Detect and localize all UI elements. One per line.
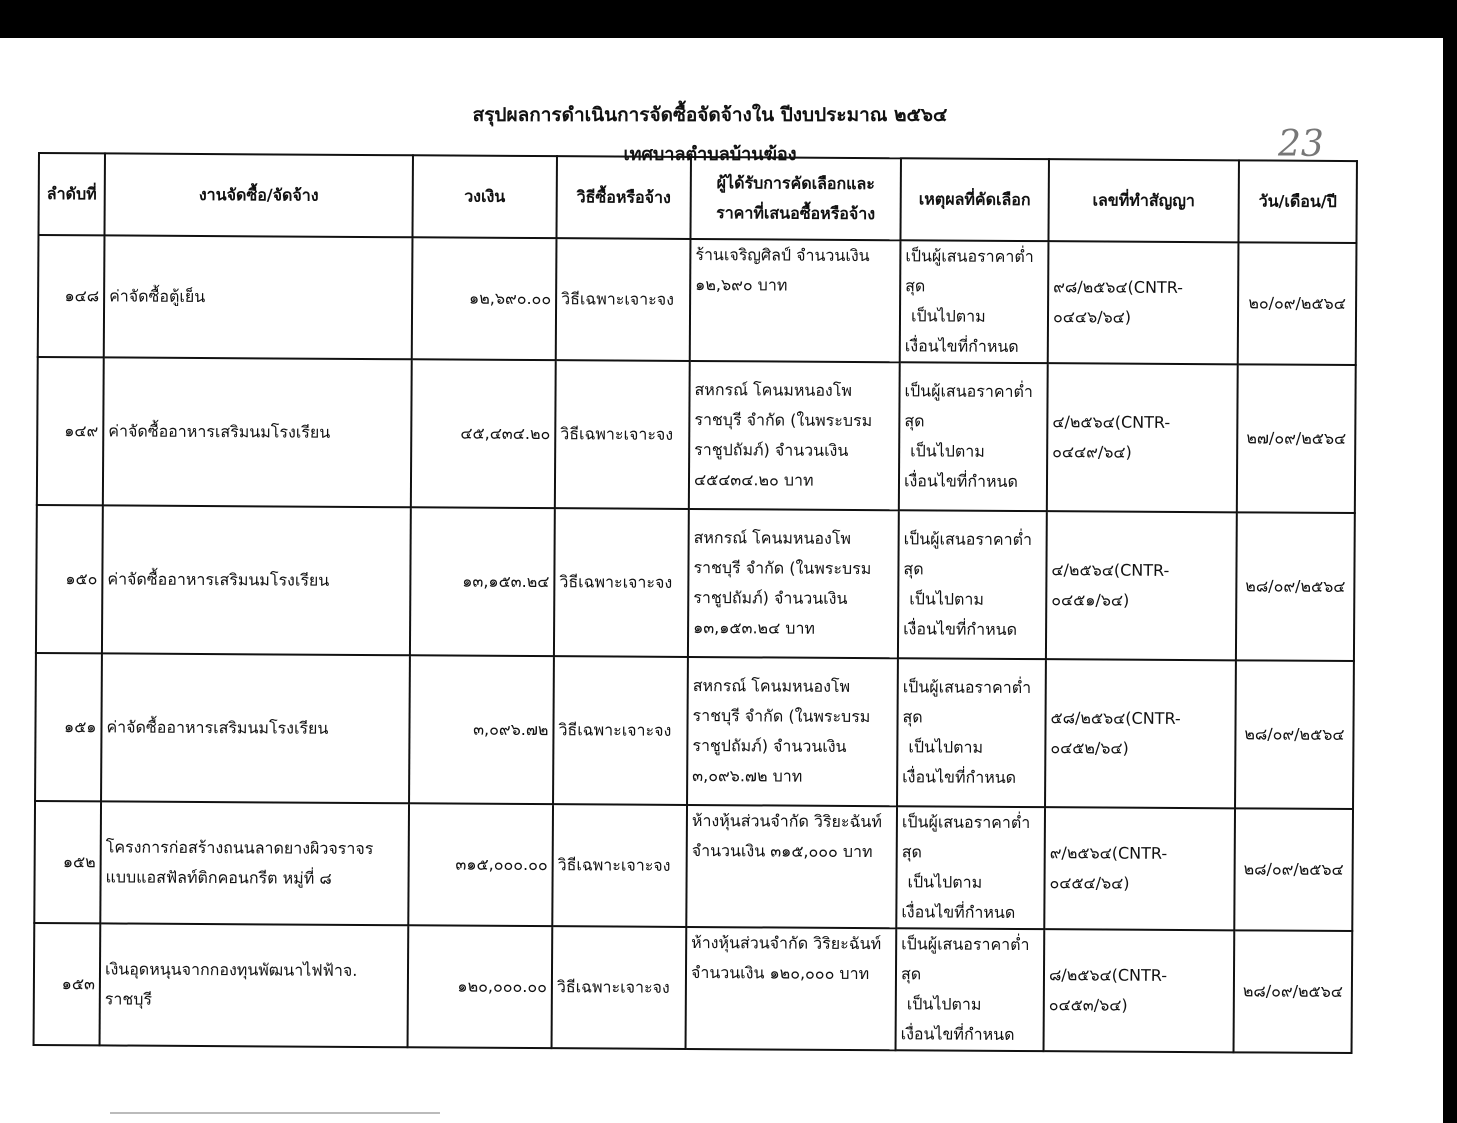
row-winner: สหกรณ์ โคนมหนองโพ ราชบุรี จำกัด (ในพระบรม ราชูปถัมภ์) จำนวนเงิน ๑๓,๑๕๓.๒๔ บาท [688,509,899,658]
row-method: วิธีเฉพาะเจาะจง [556,238,691,361]
reason-line: เป็นไปตาม [909,589,985,609]
reason-line: เงื่อนไขที่กำหนด [900,1024,1015,1044]
reason-line: เงื่อนไขที่กำหนด [903,471,1018,491]
row-contract: ๙/๒๕๖๔(CNTR- ๐๔๕๔/๖๔) [1044,807,1235,930]
table-row [34,923,1353,1053]
row-seq: ๑๕๓ [34,923,101,1045]
reason-line: เป็นผู้เสนอราคาต่ำสุด [900,934,1030,984]
reason-line: เป็นไปตาม [907,872,983,892]
row-winner: สหกรณ์ โคนมหนองโพ ราชบุรี จำกัด (ในพระบรม ราชูปถัมภ์) จำนวนเงิน ๓,๐๙๖.๗๒ บาท [687,657,898,806]
column-header-amount: วงเงิน [412,155,556,238]
row-amount: ๑๒๐,๐๐๐.๐๐ [408,925,553,1048]
procurement-table [33,152,1358,1054]
row-method: วิธีเฉพาะเจาะจง [552,926,687,1049]
reason-line: เงื่อนไขที่กำหนด [902,767,1017,787]
scan-top-border [0,0,1457,38]
row-winner: ห้างหุ้นส่วนจำกัด วิริยะฉันท์ จำนวนเงิน ๑๒๐,๐๐๐ บาท [686,927,897,1050]
row-winner: ร้านเจริญศิลป์ จำนวนเงิน ๑๒,๖๙๐ บาท [690,239,901,362]
column-header-seq: ลำดับที่ [38,153,104,235]
reason-line: เป็นผู้เสนอราคาต่ำสุด [901,812,1031,862]
reason-line: เป็นไปตาม [910,441,985,461]
row-method: วิธีเฉพาะเจาะจง [553,656,688,805]
table-row [35,653,1354,809]
scan-right-border [1443,0,1457,1123]
reason-line: เป็นไปตาม [910,306,986,326]
column-header-winner: ผู้ได้รับการคัดเลือกและ ราคาที่เสนอซื้อหรือจ้าง [690,157,900,240]
table-row [37,357,1356,513]
row-amount: ๑๓,๑๕๓.๒๔ [410,507,555,656]
reason-line: เป็นผู้เสนอราคาต่ำสุด [904,381,1033,431]
reason-line: เงื่อนไขที่กำหนด [901,902,1016,922]
row-date: ๒๘/๐๙/๒๕๖๔ [1234,930,1353,1053]
row-item: ค่าจัดซื้อตู้เย็น [104,235,413,359]
reason-line: เป็นผู้เสนอราคาต่ำสุด [903,529,1033,579]
row-reason [897,658,1046,807]
row-seq: ๑๕๒ [34,801,101,923]
row-reason [896,928,1045,1051]
row-amount: ๓๑๕,๐๐๐.๐๐ [408,803,553,926]
row-winner: ห้างหุ้นส่วนจำกัด วิริยะฉันท์ จำนวนเงิน ๓๑๕,๐๐๐ บาท [686,805,897,928]
reason-line: เป็นผู้เสนอราคาต่ำสุด [902,677,1032,727]
row-contract: ๙๘/๒๕๖๔(CNTR- ๐๔๔๖/๖๔) [1048,241,1239,364]
row-seq: ๑๔๘ [38,235,105,357]
row-method: วิธีเฉพาะเจาะจง [555,360,690,509]
row-contract: ๔/๒๕๖๔(CNTR- ๐๔๔๙/๖๔) [1047,363,1238,512]
column-header-method: วิธีซื้อหรือจ้าง [556,156,690,239]
table-header-row [38,153,1356,243]
reason-line: เป็นไปตาม [906,994,982,1014]
row-contract: ๔/๒๕๖๔(CNTR- ๐๔๕๑/๖๔) [1046,511,1237,660]
row-winner: สหกรณ์ โคนมหนองโพ ราชบุรี จำกัด (ในพระบรม ราชูปถัมภ์) จำนวนเงิน ๔๕๔๓๔.๒๐ บาท [689,361,900,510]
row-method: วิธีเฉพาะเจาะจง [552,804,687,927]
row-date: ๒๘/๐๙/๒๕๖๔ [1236,512,1355,661]
scan-artifact-line [110,1112,440,1114]
row-amount: ๑๒,๖๙๐.๐๐ [412,237,557,360]
row-date: ๒๘/๐๙/๒๕๖๔ [1234,808,1353,931]
document-title: สรุปผลการดำเนินการจัดซื้อจัดจ้างใน ปีงบประมาณ ๒๕๖๔ [472,104,948,126]
column-header-date: วัน/เดือน/ปี [1238,160,1356,243]
row-item: ค่าจัดซื้ออาหารเสริมนมโรงเรียน [103,357,412,507]
row-date: ๒๗/๐๙/๒๕๖๔ [1237,364,1356,513]
handwritten-page-number: 23 [1278,124,1324,165]
column-header-reason: เหตุผลที่คัดเลือก [900,158,1048,241]
row-item: ค่าจัดซื้ออาหารเสริมนมโรงเรียน [102,505,411,655]
row-item: ค่าจัดซื้ออาหารเสริมนมโรงเรียน [101,653,410,803]
table-row [36,505,1355,661]
row-amount: ๓,๐๙๖.๗๒ [409,655,554,804]
row-reason [899,362,1048,511]
row-contract: ๕๘/๒๕๖๔(CNTR- ๐๔๕๒/๖๔) [1045,659,1236,808]
row-reason [898,510,1047,659]
row-amount: ๔๕,๔๓๔.๒๐ [411,359,556,508]
row-reason [896,806,1045,929]
row-date: ๒๘/๐๙/๒๕๖๔ [1235,660,1354,809]
row-item: โครงการก่อสร้างถนนลาดยางผิวจราจร แบบแอสฟัลท์ติกคอนกรีต หมู่ที่ ๘ [100,801,409,925]
row-date: ๒๐/๐๙/๒๕๖๔ [1238,242,1357,365]
row-seq: ๑๔๙ [37,357,104,505]
organization-name: เทศบาลตำบลบ้านฆ้อง [623,144,797,165]
column-header-item: งานจัดซื้อ/จัดจ้าง [104,153,412,237]
reason-line: เงื่อนไขที่กำหนด [904,336,1019,356]
reason-line: เงื่อนไขที่กำหนด [903,619,1018,639]
row-seq: ๑๕๐ [36,505,103,653]
table-row [38,235,1357,365]
row-contract: ๘/๒๕๖๔(CNTR- ๐๔๕๓/๖๔) [1044,929,1235,1052]
table-row [34,801,1353,931]
row-method: วิธีเฉพาะเจาะจง [554,508,689,657]
reason-line: เป็นไปตาม [908,737,984,757]
row-seq: ๑๕๑ [35,653,102,801]
column-header-contract: เลขที่ทำสัญญา [1048,159,1238,242]
row-reason [900,240,1049,363]
row-item: เงินอุดหนุนจากกองทุนพัฒนาไฟฟ้าจ. ราชบุรี [100,923,409,1047]
reason-line: เป็นผู้เสนอราคาต่ำสุด [905,246,1034,296]
